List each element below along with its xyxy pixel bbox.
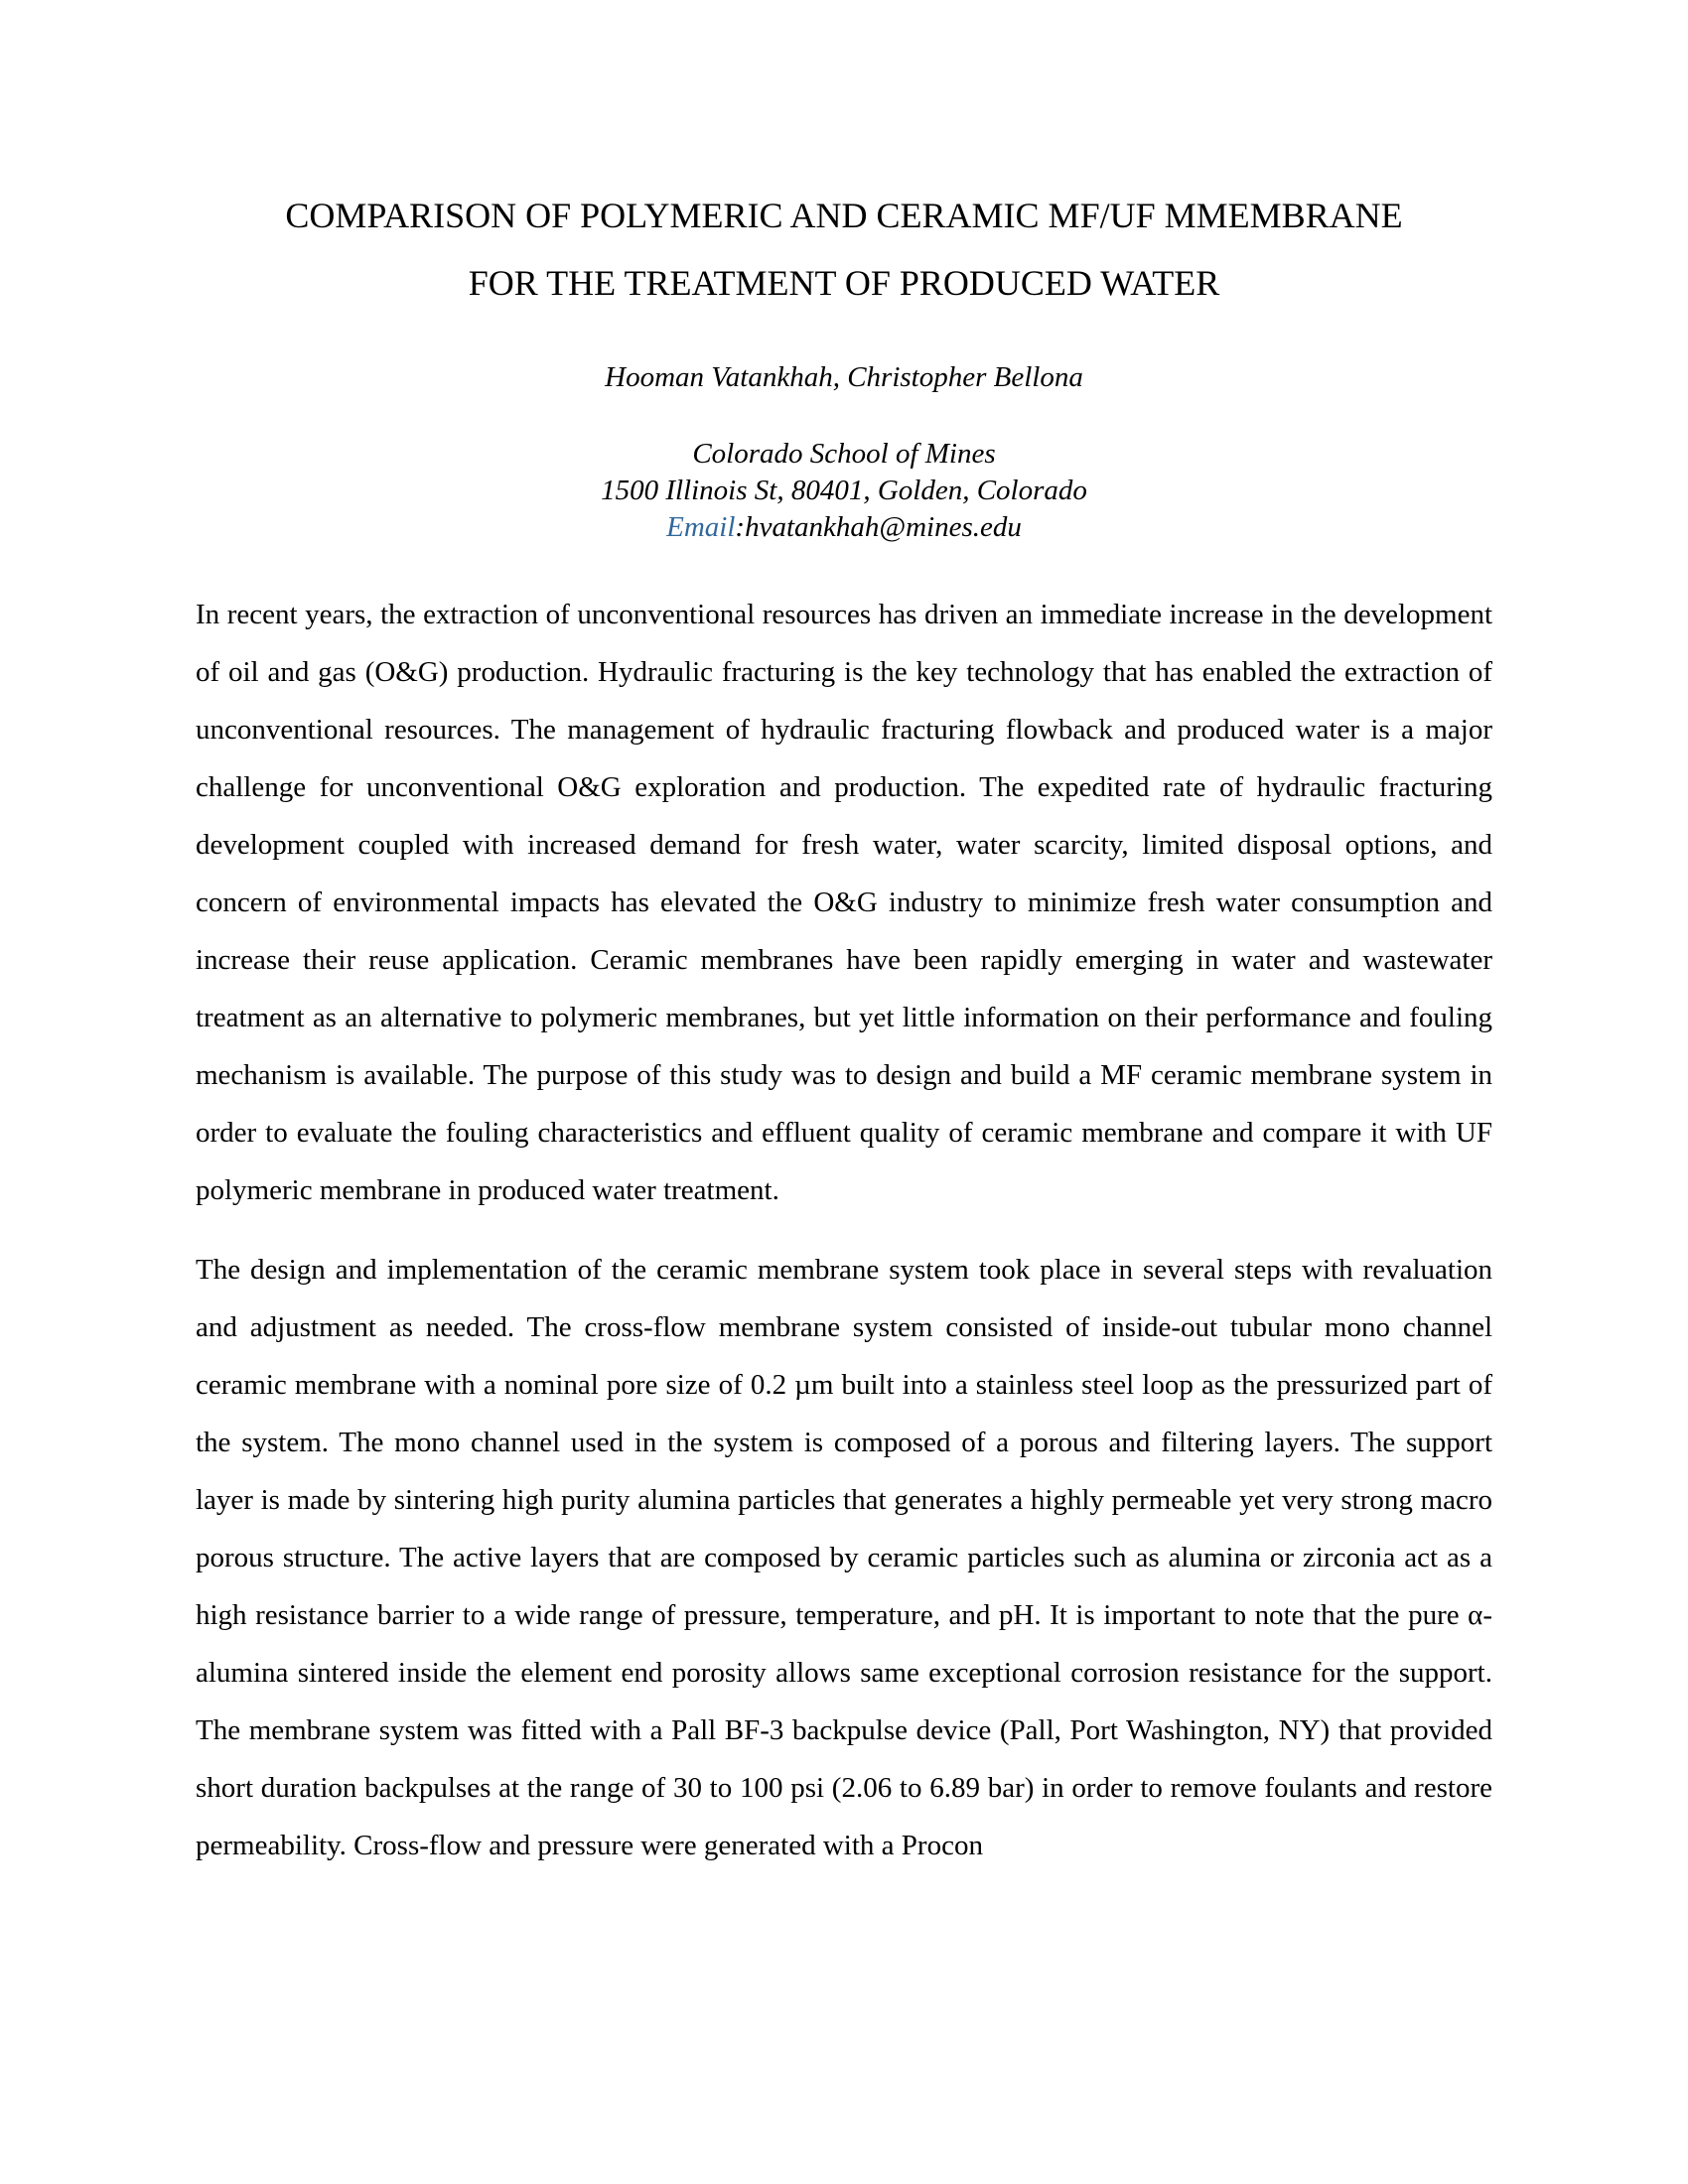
paper-title-line-2: FOR THE TREATMENT OF PRODUCED WATER xyxy=(468,263,1220,303)
abstract-paragraph-1: In recent years, the extraction of unconventional resources has driven an immediate increase in the development of oil and gas (O&G) production. Hydraulic fracturing is the key technology that has enabled the extraction of unconventional resources. The management of hydraulic fracturing flowback and produced water is a major challenge for unconventional O&G exploration and production. The expedited rate of hydraulic fracturing development coupled with increased demand for fresh water, water scarcity, limited disposal options, and concern of environmental impacts has elevated the O&G industry to minimize fresh water consumption and increase their reuse application. Ceramic membranes have been rapidly emerging in water and wastewater treatment as an alternative to polymeric membranes, but yet little information on their performance and fouling mechanism is available. The purpose of this study was to design and build a MF ceramic membrane system in order to evaluate the fouling characteristics and effluent quality of ceramic membrane and compare it with UF polymeric membrane in produced water treatment. xyxy=(196,599,1492,1206)
email-separator: : xyxy=(735,511,746,543)
paper-title-line-1: COMPARISON OF POLYMERIC AND CERAMIC MF/UF MMEMBRANE xyxy=(285,196,1403,235)
abstract-body xyxy=(196,586,1492,1874)
affiliation-institution: Colorado School of Mines xyxy=(692,438,996,470)
abstract-paragraph-2: The design and implementation of the ceramic membrane system took place in several steps with revaluation and adjustment as needed. The cross-flow membrane system consisted of inside-out tubular mono channel ceramic membrane with a nominal pore size of 0.2 µm built into a stainless steel loop as the pressurized part of the system. The mono channel used in the system is composed of a porous and filtering layers. The support layer is made by sintering high purity alumina particles that generates a highly permeable yet very strong macro porous structure. The active layers that are composed by ceramic particles such as alumina or zirconia act as a high resistance barrier to a wide range of pressure, temperature, and pH. It is important to note that the pure α-alumina sintered inside the element end porosity allows same exceptional corrosion resistance for the support. The membrane system was fitted with a Pall BF-3 backpulse device (Pall, Port Washington, NY) that provided short duration backpulses at the range of 30 to 100 psi (2.06 to 6.89 bar) in order to remove foulants and restore permeability. Cross-flow and pressure were generated with a Procon xyxy=(196,1254,1492,1861)
affiliation-address: 1500 Illinois St, 80401, Golden, Colorado xyxy=(601,475,1087,506)
authors-line: Hooman Vatankhah, Christopher Bellona xyxy=(605,361,1083,393)
email-label[interactable]: Email xyxy=(666,511,736,543)
email-line xyxy=(196,509,1492,546)
affiliation-block xyxy=(196,436,1492,546)
email-address[interactable]: hvatankhah@mines.edu xyxy=(745,511,1022,543)
paper-title xyxy=(196,0,1492,317)
